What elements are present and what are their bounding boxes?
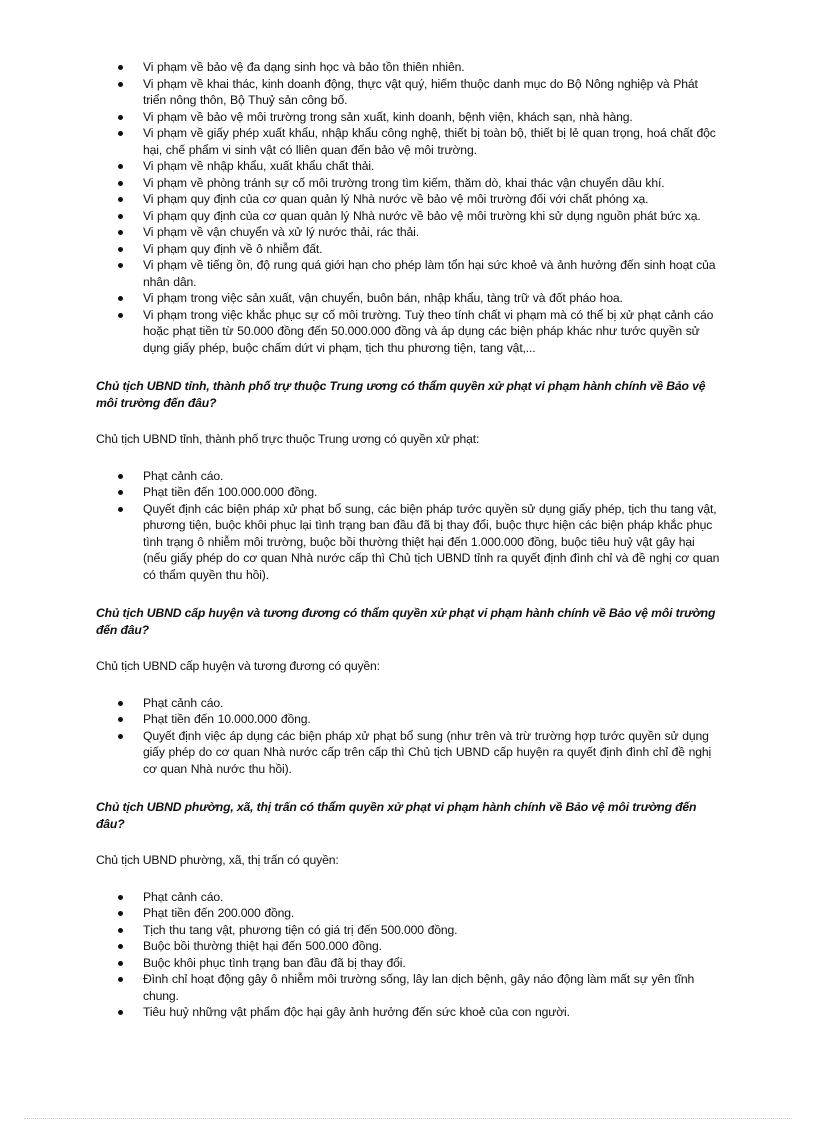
list-item: Buộc khôi phục tình trạng ban đầu đã bị thay đổi.	[96, 955, 720, 972]
section-intro: Chủ tịch UBND tỉnh, thành phố trực thuộc Trung ương có quyền xử phạt:	[96, 432, 480, 446]
list-item: Phạt tiền đến 200.000 đồng.	[96, 905, 720, 922]
section-district	[96, 605, 720, 777]
list-item: Tiêu huỷ những vật phẩm độc hại gây ảnh hưởng đến sức khoẻ của con người.	[96, 1004, 720, 1021]
list-item: Vi phạm về phòng tránh sự cố môi trường trong tìm kiếm, thăm dò, khai thác vận chuyển dầu khí.	[96, 175, 720, 192]
section-intro: Chủ tịch UBND cấp huyện và tương đương có quyền:	[96, 659, 380, 673]
list-item: Vi phạm trong việc khắc phục sự cố môi trường. Tuỳ theo tính chất vi phạm mà có thể bị xử phạt cảnh cáo hoặc phạt tiền từ 50.000 đồng đến 50.000.000 đồng và áp dụng các biện pháp khác như tước quyền sử dụng giấy phép, buộc chấm dứt vi phạm, tịch thu phương tiện, tang vật,...	[96, 307, 720, 357]
list-item: Tịch thu tang vật, phương tiện có giá trị đến 500.000 đồng.	[96, 922, 720, 939]
list-item: Vi phạm quy định về ô nhiễm đất.	[96, 241, 720, 258]
list-item: Vi phạm về giấy phép xuất khẩu, nhập khẩu công nghệ, thiết bị toàn bộ, thiết bị lẻ quan trọng, hoá chất độc hại, chế phẩm vi sinh vật có lliên quan đến bảo vệ môi trường.	[96, 125, 720, 158]
section-list	[96, 468, 720, 584]
list-item: Vi phạm về bảo vệ môi trường trong sản xuất, kinh doanh, bệnh viện, khách sạn, nhà hàng.	[96, 109, 720, 126]
section-question: Chủ tịch UBND cấp huyện và tương đương có thẩm quyền xử phạt vi phạm hành chính về Bảo vệ môi trường đến đâu?	[96, 606, 716, 637]
list-item: Vi phạm về vận chuyển và xử lý nước thải, rác thải.	[96, 224, 720, 241]
list-item: Vi phạm quy định của cơ quan quản lý Nhà nước về bảo vệ môi trường đối với chất phóng xạ.	[96, 191, 720, 208]
list-item: Đình chỉ hoạt động gây ô nhiễm môi trường sống, lây lan dịch bệnh, gây náo động làm mất sự yên tĩnh chung.	[96, 971, 720, 1004]
list-item: Buộc bồi thường thiệt hại đến 500.000 đồng.	[96, 938, 720, 955]
page-bottom-divider	[24, 1118, 792, 1119]
list-item: Vi phạm về nhập khẩu, xuất khẩu chất thải.	[96, 158, 720, 175]
list-item: Phạt cảnh cáo.	[96, 695, 720, 712]
list-item: Phạt cảnh cáo.	[96, 889, 720, 906]
list-item: Vi phạm trong việc sản xuất, vận chuyển, buôn bán, nhập khẩu, tàng trữ và đốt pháo hoa.	[96, 290, 720, 307]
list-item: Vi phạm về tiếng ồn, độ rung quá giới hạn cho phép làm tổn hại sức khoẻ và ảnh hưởng đến sinh hoạt của nhân dân.	[96, 257, 720, 290]
section-commune	[96, 799, 720, 1021]
list-item: Phạt tiền đến 10.000.000 đồng.	[96, 711, 720, 728]
section-province	[96, 378, 720, 583]
list-item: Vi phạm quy định của cơ quan quản lý Nhà nước về bảo vệ môi trường khi sử dụng nguồn phát bức xạ.	[96, 208, 720, 225]
list-item: Quyết định các biện pháp xử phạt bổ sung, các biện pháp tước quyền sử dụng giấy phép, tịch thu tang vật, phương tiện, buộc khôi phục lại tình trạng ban đầu đã bị thay đổi, buộc thực hiện các biện pháp khắc phục tình trạng ô nhiễm môi trường, buộc bồi thường thiệt hại đến 1.000.000 đồng, buộc tiêu huỷ vật gây hại (nếu giấy phép do cơ quan Nhà nước cấp thì Chủ tịch UBND tỉnh ra quyết định đình chỉ và đề nghị cơ quan có thẩm quyền thu hồi).	[96, 501, 720, 584]
section-question: Chủ tịch UBND tỉnh, thành phố trự thuộc Trung ương có thẩm quyền xử phạt vi phạm hành chính về Bảo vệ môi trường đến đâu?	[96, 379, 706, 410]
list-item: Vi phạm về bảo vệ đa dạng sinh học và bảo tồn thiên nhiên.	[96, 59, 720, 76]
section-question: Chủ tịch UBND phường, xã, thị trấn có thẩm quyền xử phạt vi phạm hành chính về Bảo vệ môi trường đến đâu?	[96, 800, 697, 831]
list-item: Phạt cảnh cáo.	[96, 468, 720, 485]
list-item: Vi phạm về khai thác, kinh doanh động, thực vật quý, hiếm thuộc danh mục do Bộ Nông nghiệp và Phát triển nông thôn, Bộ Thuỷ sản công bố.	[96, 76, 720, 109]
list-item: Phạt tiền đến 100.000.000 đồng.	[96, 484, 720, 501]
violations-list	[96, 59, 720, 356]
section-intro: Chủ tịch UBND phường, xã, thị trấn có quyền:	[96, 853, 339, 867]
section-list	[96, 695, 720, 778]
section-list	[96, 889, 720, 1021]
list-item: Quyết định việc áp dụng các biện pháp xử phạt bổ sung (như trên và trừ trường hợp tước quyền sử dụng giấy phép do cơ quan Nhà nước cấp trên cấp thì Chủ tịch UBND cấp huyện ra quyết định đình chỉ đề nghị cơ quan Nhà nước thu hồi).	[96, 728, 720, 778]
